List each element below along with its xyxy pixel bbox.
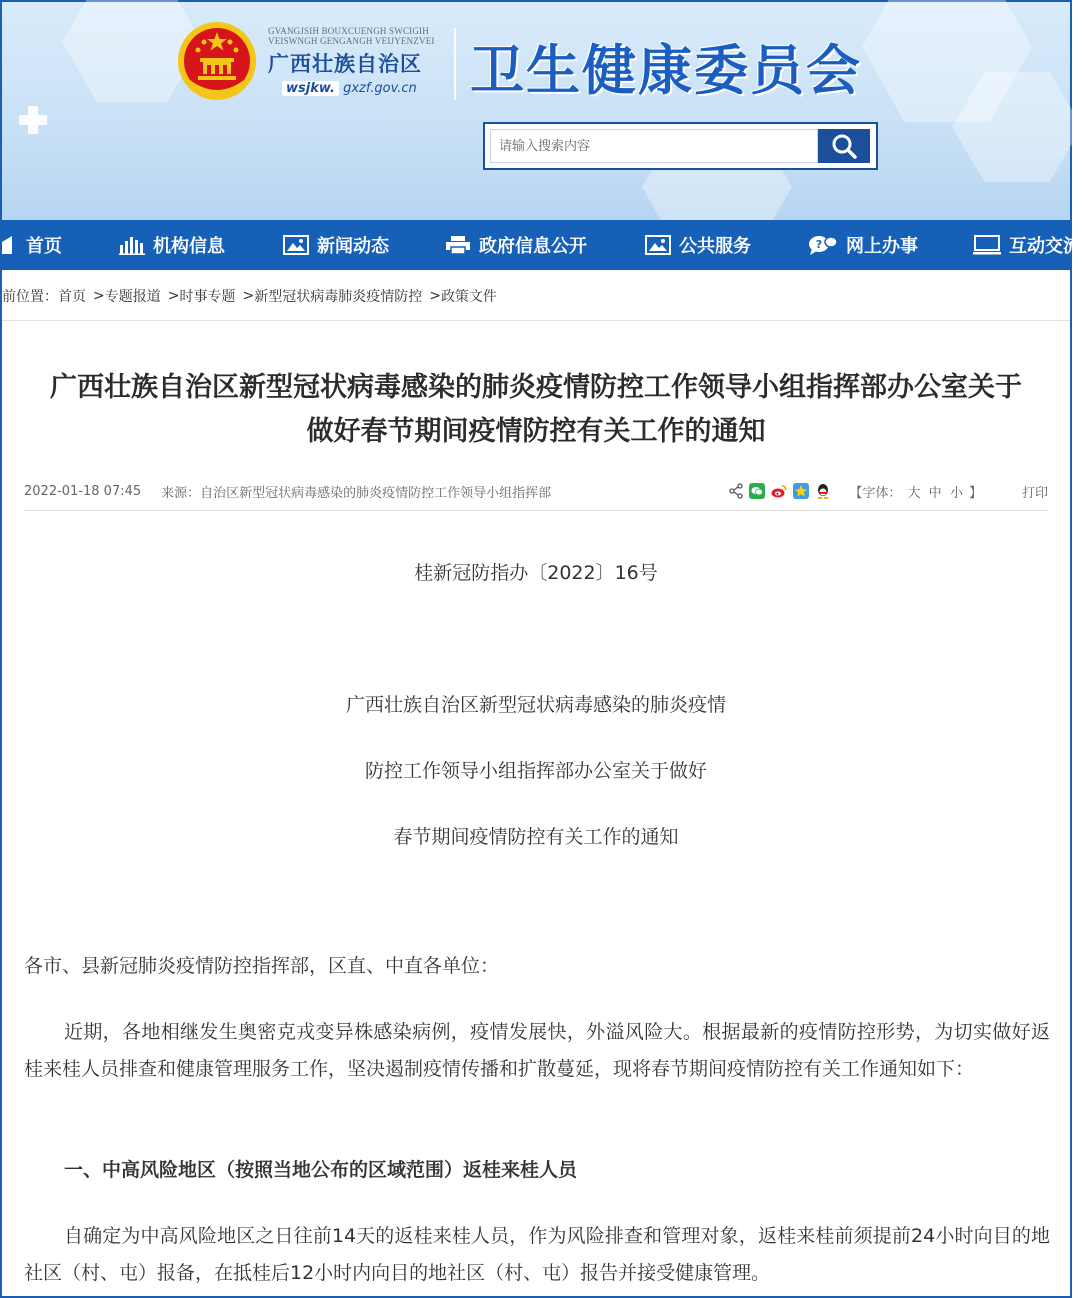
search-input[interactable] [491,130,817,162]
qzone-icon[interactable] [793,483,809,499]
search-icon [831,133,857,159]
logo-divider [454,28,456,100]
logo-zhuang-text: VEISWNGH GENGANGH VEIJYENZVEI [268,36,435,46]
breadcrumb-separator: > [167,288,180,304]
font-size-control [849,482,982,501]
article-title-line: 做好春节期间疫情防控有关工作的通知 [306,416,766,447]
nav-item-label: 新闻动态 [317,236,389,257]
wechat-icon[interactable] [749,483,765,499]
font-size-large-button[interactable]: 大 [907,485,921,501]
body-paragraph: 近期，各地相继发生奥密克戎变异株感染病例，疫情发展快，外溢风险大。根据最新的疫情防控形势，为切实做好返桂来桂人员排查和健康管理服务工作，坚决遏制疫情传播和扩散蔓延，现将春节期间疫情防控有关工作通知如下： [24,1021,1050,1080]
search-field-wrapper [490,129,818,163]
breadcrumb [2,282,1070,310]
printer-icon [445,235,471,255]
nav-item-interaction[interactable] [973,220,1081,270]
site-logo[interactable] [268,26,435,96]
svg-text:?: ? [815,238,823,251]
home-icon [2,236,12,254]
publish-date: 2022-01-18 07:45 [24,483,142,499]
nav-item-home[interactable] [2,220,62,270]
document-number: 桂新冠防指办〔2022〕16号 [414,562,658,584]
logo-region-name: 广西壮族自治区 [268,51,422,76]
plus-icon [19,106,47,134]
nav-item-online-service[interactable] [808,220,918,270]
body-paragraph: 自确定为中高风险地区之日往前14天的返桂来桂人员，作为风险排查和管理对象，返桂来桂前须提前24小时向目的地社区（村、屯）报备，在抵桂后12小时内向目的地社区（村、屯）报告并接受健康管理。 [24,1225,1050,1284]
nav-item-organization[interactable] [119,220,225,270]
nav-item-label: 互动交流 [1009,236,1081,257]
breadcrumb-prefix: 前位置： [2,289,58,305]
national-emblem-icon[interactable] [176,20,258,102]
font-size-label-open: 【字体： [849,485,902,501]
article-source: 来源：自治区新型冠状病毒感染的肺炎疫情防控工作领导小组指挥部 [161,485,552,501]
qq-glyph [816,483,830,499]
logo-zhuang-text: GVANGJSIH BOUXCUENGH SWCIGIH [268,26,429,36]
breadcrumb-separator: > [429,288,441,304]
font-size-small-button[interactable]: 小 [949,485,963,501]
nav-item-label: 公共服务 [679,236,751,257]
nav-item-label: 政府信息公开 [479,236,587,257]
breadcrumb-link-current-affairs[interactable]: 时事专题 [179,289,236,305]
nav-item-label: 机构信息 [153,236,225,257]
breadcrumb-divider [2,320,1070,321]
breadcrumb-link-covid[interactable]: 新型冠状病毒肺炎疫情防控 [254,289,423,305]
meta-divider [24,510,1048,511]
logo-domain-prefix: wsjkw. [282,81,339,96]
nav-item-news[interactable] [283,220,389,270]
breadcrumb-link-home[interactable]: 首页 [58,289,86,305]
weibo-icon[interactable] [771,483,787,499]
section-heading: 一、中高风险地区（按照当地公布的区域范围）返桂来桂人员 [64,1159,578,1181]
chat-icon [808,234,838,256]
font-size-label-close: 】 [968,485,982,501]
article-title-line: 广西壮族自治区新型冠状病毒感染的肺炎疫情防控工作领导小组指挥部办公室关于 [50,372,1022,403]
nav-item-label: 网上办事 [846,236,918,257]
breadcrumb-link-special[interactable]: 专题报道 [104,289,161,305]
picture-icon [645,235,671,255]
main-nav [2,220,1081,270]
share-icon[interactable] [729,483,743,499]
salutation: 各市、县新冠肺炎疫情防控指挥部，区直、中直各单位： [24,955,500,977]
site-header [2,2,1070,220]
breadcrumb-separator: > [242,288,255,304]
wechat-glyph [751,486,763,496]
monitor-icon [973,235,1001,255]
nav-item-gov-info[interactable] [445,220,587,270]
inner-title-line: 春节期间疫情防控有关工作的通知 [393,826,679,848]
breadcrumb-separator: > [93,288,105,304]
picture-icon [283,235,309,255]
search-box [483,122,878,170]
article-title [22,366,1050,454]
nav-item-public-service[interactable] [645,220,751,270]
logo-domain-suffix: gxzf.gov.cn [343,81,417,96]
inner-title-line: 广西壮族自治区新型冠状病毒感染的肺炎疫情 [345,694,726,716]
font-size-medium-button[interactable]: 中 [928,485,942,501]
bar-chart-icon [119,235,145,255]
print-button[interactable]: 打印 [1021,485,1048,501]
nav-item-label: 首页 [26,236,62,257]
share-bar [729,483,831,499]
weibo-glyph [771,484,787,498]
logo-domain [282,81,435,96]
search-button[interactable] [818,129,870,163]
breadcrumb-link-policy[interactable]: 政策文件 [440,289,497,305]
qq-icon[interactable] [815,483,831,499]
inner-title-line: 防控工作领导小组指挥部办公室关于做好 [364,760,707,782]
qzone-glyph [793,483,809,499]
site-title[interactable]: 卫生健康委员会 [470,38,862,102]
article-meta [24,480,1048,502]
